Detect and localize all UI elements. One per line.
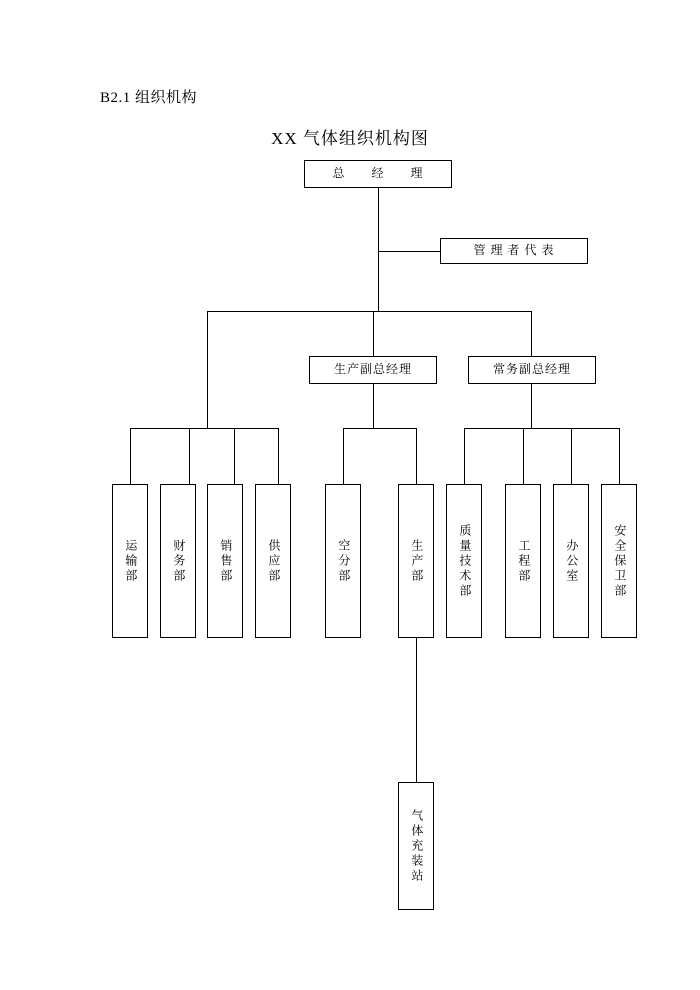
node-finance-department[interactable] [160,484,196,638]
connector-gm-to-manager-rep [378,251,440,252]
connector-vp-exec-stem [531,384,532,428]
node-finance-department-label: 财务部 [171,538,186,584]
node-quality-technology-department-label: 质量技术部 [457,523,472,599]
node-supply-department-label: 供应部 [266,538,281,584]
node-engineering-department-label: 工程部 [516,538,531,584]
node-production-department-label: 生产部 [409,538,424,584]
connector-admin-bar [130,428,278,429]
node-general-manager-label: 总 经 理 [332,166,424,181]
node-vp-production-label: 生产副总经理 [333,362,412,377]
node-vp-executive[interactable] [468,356,596,384]
node-office[interactable] [553,484,589,638]
node-security-department-label: 安全保卫部 [612,523,627,599]
connector-vp-prod-stem [373,384,374,428]
node-manager-representative[interactable] [440,238,588,264]
node-engineering-department[interactable] [505,484,541,638]
connector-drop-transport [130,428,131,484]
connector-drop-vp-exec [531,311,532,356]
node-sales-department[interactable] [207,484,243,638]
connector-drop-security [619,428,620,484]
node-gas-filling-station-label: 气体充装站 [409,808,424,884]
node-gas-filling-station[interactable] [398,782,434,910]
connector-production-to-filling [416,638,417,782]
connector-gm-stem [378,188,379,276]
section-heading: B2.1 组织机构 [100,90,198,106]
connector-drop-finance [189,428,190,484]
node-vp-production[interactable] [309,356,437,384]
connector-drop-admin-group [207,311,208,428]
connector-drop-airsep [343,428,344,484]
connector-level2-bar [207,311,532,312]
connector-drop-office [571,428,572,484]
node-office-label: 办公室 [564,538,579,584]
connector-drop-production [416,428,417,484]
node-supply-department[interactable] [255,484,291,638]
connector-drop-engineering [523,428,524,484]
node-transport-department[interactable] [112,484,148,638]
node-transport-department-label: 运输部 [123,538,138,584]
node-production-department[interactable] [398,484,434,638]
node-air-separation-department-label: 空分部 [336,538,351,584]
connector-drop-vp-prod [373,311,374,356]
connector-gm-stem-lower [378,276,379,312]
connector-exec-bar [464,428,619,429]
node-quality-technology-department[interactable] [446,484,482,638]
node-sales-department-label: 销售部 [218,538,233,584]
node-vp-executive-label: 常务副总经理 [492,362,571,377]
chart-title: XX 气体组织机构图 [271,129,429,148]
node-security-department[interactable] [601,484,637,638]
connector-drop-sales [234,428,235,484]
node-air-separation-department[interactable] [325,484,361,638]
node-manager-representative-label: 管 理 者 代 表 [473,243,555,258]
connector-drop-quality [464,428,465,484]
connector-drop-supply [278,428,279,484]
connector-production-bar [343,428,416,429]
node-general-manager[interactable] [304,160,452,188]
